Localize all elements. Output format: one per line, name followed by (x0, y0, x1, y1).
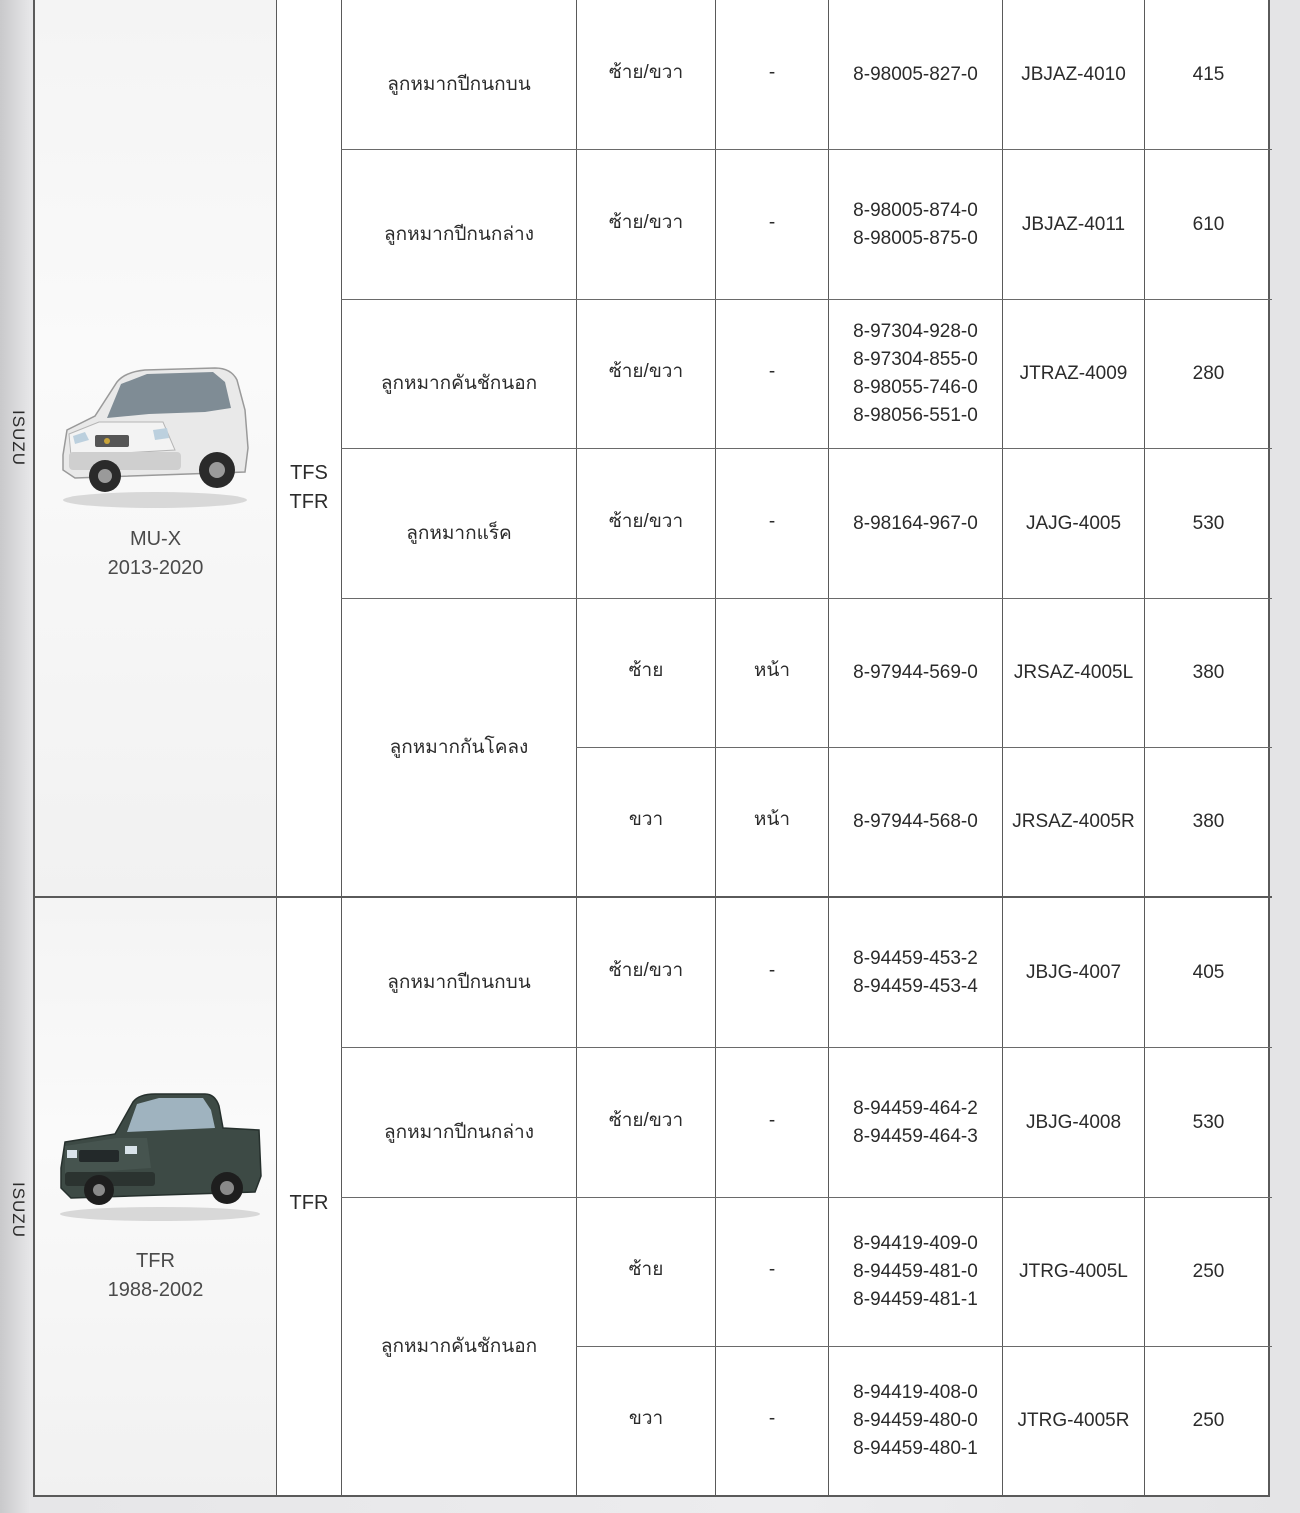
position: - (768, 510, 776, 532)
oem-number: 8-98164-967-0 (853, 512, 978, 534)
green-pickup-photo (55, 1076, 265, 1226)
price: 280 (1192, 363, 1225, 384)
position: - (768, 959, 776, 981)
price: 250 (1192, 1410, 1225, 1431)
car-years-tfr: 1988-2002 (107, 1279, 204, 1301)
price: 415 (1192, 63, 1225, 85)
price: 380 (1192, 662, 1225, 683)
position: - (768, 61, 776, 83)
white-suv-photo (55, 360, 255, 510)
car-panel-mux (35, 0, 276, 896)
car-name-tfr: TFR (136, 1250, 175, 1272)
part-code: JTRG-4005R (1017, 1410, 1130, 1431)
side: ซ้าย/ขวา (608, 510, 684, 532)
model-code-tfr: TFR (289, 1192, 329, 1214)
price: 610 (1192, 213, 1225, 235)
side: ขวา (628, 1408, 664, 1429)
price: 250 (1192, 1261, 1225, 1282)
part-name: ลูกหมากคันชักนอก (380, 1335, 538, 1357)
parts-table (33, 0, 1270, 1497)
part-name: ลูกหมากกันโคลง (389, 736, 529, 758)
position: - (768, 1408, 776, 1429)
position: - (768, 211, 776, 233)
part-name: ลูกหมากปีกนกล่าง (383, 223, 534, 245)
oem-number: 8-98005-827-0 (853, 63, 978, 85)
side: ซ้าย/ขวา (608, 959, 684, 981)
price: 380 (1192, 811, 1225, 832)
part-name: ลูกหมากปีกนกล่าง (383, 1121, 534, 1143)
part-code: JBJAZ-4010 (1021, 63, 1126, 85)
side: ซ้าย/ขวา (608, 61, 684, 83)
part-code: JBJAZ-4011 (1021, 213, 1126, 235)
car-years-mux: 2013-2020 (107, 557, 204, 579)
price: 530 (1192, 512, 1225, 534)
part-code: JRSAZ-4005R (1012, 811, 1135, 832)
part-code: JBJG-4007 (1025, 961, 1122, 983)
side: ซ้าย (628, 660, 664, 681)
oem-number: 8-94419-409-0 8-94459-481-0 8-94459-481-1 (853, 1233, 978, 1310)
part-name: ลูกหมากปีกนกบน (387, 73, 531, 95)
part-code: JTRG-4005L (1019, 1261, 1128, 1282)
part-code: JAJG-4005 (1025, 512, 1122, 534)
part-code: JBJG-4008 (1025, 1111, 1122, 1133)
oem-number: 8-98005-874-0 8-98005-875-0 (853, 199, 978, 249)
price: 405 (1192, 961, 1225, 983)
brand-label-group-2: ISUZU (9, 1182, 28, 1238)
part-name: ลูกหมากแร็ค (406, 522, 512, 544)
model-code-mux: TFS TFR (289, 462, 329, 513)
car-panel-tfr (35, 898, 276, 1495)
position: หน้า (753, 660, 791, 681)
price: 530 (1192, 1111, 1225, 1133)
position: หน้า (753, 809, 791, 830)
side: ซ้าย (628, 1259, 664, 1280)
part-code: JTRAZ-4009 (1019, 363, 1128, 384)
position: - (768, 1109, 776, 1131)
part-name: ลูกหมากคันชักนอก (380, 373, 538, 394)
oem-number: 8-97304-928-0 8-97304-855-0 8-98055-746-0 8-98056-551-0 (853, 321, 978, 426)
oem-number: 8-94459-464-2 8-94459-464-3 (853, 1097, 978, 1147)
part-code: JRSAZ-4005L (1013, 662, 1134, 683)
position: - (768, 361, 776, 382)
position: - (768, 1259, 776, 1280)
oem-number: 8-94419-408-0 8-94459-480-0 8-94459-480-1 (853, 1382, 978, 1459)
car-name-mux: MU-X (129, 528, 182, 550)
part-name: ลูกหมากปีกนกบน (387, 971, 531, 993)
brand-label-group-1: ISUZU (9, 410, 28, 466)
side: ขวา (628, 809, 664, 830)
side: ซ้าย/ขวา (608, 1109, 684, 1131)
oem-number: 8-94459-453-2 8-94459-453-4 (853, 947, 978, 997)
oem-number: 8-97944-568-0 (853, 811, 978, 832)
side: ซ้าย/ขวา (608, 361, 684, 382)
side: ซ้าย/ขวา (608, 211, 684, 233)
oem-number: 8-97944-569-0 (853, 662, 978, 683)
